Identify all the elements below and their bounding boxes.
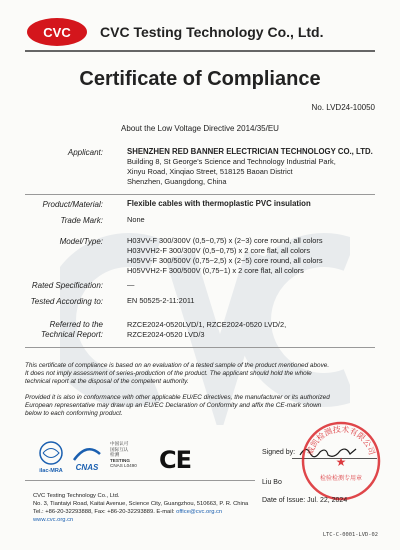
statement-line: technical report at the disposal of the competent authority. [25, 378, 189, 386]
document-code: LTC-C-0001-LVD-02 [322, 532, 378, 538]
applicant-label: Applicant: [67, 148, 103, 157]
statement-line: European representative may draw up an EU/EC Declaration of Conformity and affix the CE-mark shown [25, 402, 322, 410]
signer-name: Liu Bo [262, 479, 282, 486]
statement-line: below to each conforming product. [25, 410, 123, 418]
footer-divider [25, 480, 255, 481]
tested-value: EN 50525-2-11:2011 [127, 296, 195, 305]
official-seal-stamp [300, 420, 382, 502]
footer-tel-fax: Tel.: +86-20-32293888, Fax: +86-20-32293889. E-mail: [33, 509, 177, 515]
footer-email-link[interactable]: office@cvc.org.cn [176, 509, 223, 515]
footer-contact [33, 508, 222, 516]
product-value: Flexible cables with thermoplastic PVC insulation [127, 199, 311, 208]
cvc-logo [25, 16, 89, 48]
trademark-label: Trade Mark: [60, 216, 103, 225]
cnas-text: CNAS [75, 463, 99, 472]
logo-text: CVC [43, 25, 71, 40]
ilac-mra-badge [34, 440, 68, 474]
rated-spec-label: Rated Specification: [31, 281, 103, 290]
applicant-address-line: Building 8, St George's Science and Technology Industrial Park, [127, 157, 336, 166]
model-value: H03VVH2-F 300/300V (0,5~0,75) x 2 core flat, all colors [127, 246, 311, 255]
evaluation-statement [25, 362, 380, 387]
header-divider [25, 50, 375, 52]
model-value: H05VVH2-F 300/500V (0,75~1) x 2 core flat, all colors [127, 266, 304, 275]
report-value: RZCE2024-0520 LVD/3 [127, 330, 205, 339]
statement-line: Provided it is also in conformance with other applicable EU/EC directives, the manufacturer or its authorized [25, 394, 330, 401]
signed-by-label: Signed by: [262, 449, 296, 456]
report-value: RZCE2024-0520LVD/1, RZCE2024-0520 LVD/2, [127, 320, 287, 329]
model-label: Model/Type: [59, 237, 103, 246]
testing-line: TESTING [110, 457, 130, 463]
testing-accreditation-text [110, 441, 137, 469]
testing-line: CNAS L0490 [110, 463, 137, 469]
statement-line: This certificate of compliance is based on an evaluation of a tested sample of the product mentioned above. [25, 362, 330, 369]
section-divider [25, 194, 375, 195]
section-divider [25, 347, 375, 348]
testing-line: 中国认可 [110, 441, 129, 446]
date-of-issue: Date of Issue: Jul. 22, 2024 [262, 497, 348, 504]
statement-line: It does not imply assessment of series-production of the product. The applicant should hold the whole [25, 370, 312, 378]
footer-website [33, 516, 73, 524]
rated-spec-value: — [127, 280, 135, 289]
product-label: Product/Material: [42, 200, 103, 209]
conformity-statement [25, 394, 380, 419]
applicant-address-line: Shenzhen, Guangdong, China [127, 177, 227, 186]
svg-text:威凯检测技术有限公司 [305, 424, 377, 456]
testing-line: 检测 [110, 452, 120, 458]
stamp-subtext: 检验检测专用章 [319, 475, 363, 482]
applicant-name: SHENZHEN RED BANNER ELECTRICIAN TECHNOLOGY CO., LTD. [127, 147, 373, 156]
directive-line: About the Low Voltage Directive 2014/35/EU [121, 124, 279, 133]
applicant-address-line: Xinyu Road, Xinqiao Street, 518125 Baoan District [127, 167, 293, 176]
company-title: CVC Testing Technology Co., Ltd. [100, 24, 324, 40]
ce-mark: CE [159, 446, 192, 474]
footer-website-link[interactable]: www.cvc.org.cn [33, 517, 74, 523]
certificate-number: No. LVD24-10050 [311, 103, 375, 112]
technical-report-label: Technical Report: [41, 330, 103, 339]
referred-label: Referred to the [49, 320, 103, 329]
trademark-value: None [127, 215, 145, 224]
testing-line: 国际互认 [110, 446, 129, 452]
ilac-text: ilac-MRA [39, 468, 63, 474]
cnas-badge [70, 440, 104, 474]
certificate-title: Certificate of Compliance [79, 68, 321, 90]
footer-address: No. 3, Tiantaiyi Road, Kaitai Avenue, Science City, Guangzhou, 510663, P. R. China [33, 501, 249, 507]
stamp-text: 威凯检测技术有限公司 [305, 424, 377, 457]
tested-label: Tested According to: [30, 297, 103, 306]
model-value: H05VV-F 300/500V (0,75~2,5) x (2~5) core round, all colors [127, 256, 323, 265]
model-value: H03VV-F 300/300V (0,5~0,75) x (2~3) core round, all colors [127, 236, 323, 245]
footer-company: CVC Testing Technology Co., Ltd. [33, 493, 120, 499]
svg-text:★: ★ [335, 455, 347, 469]
